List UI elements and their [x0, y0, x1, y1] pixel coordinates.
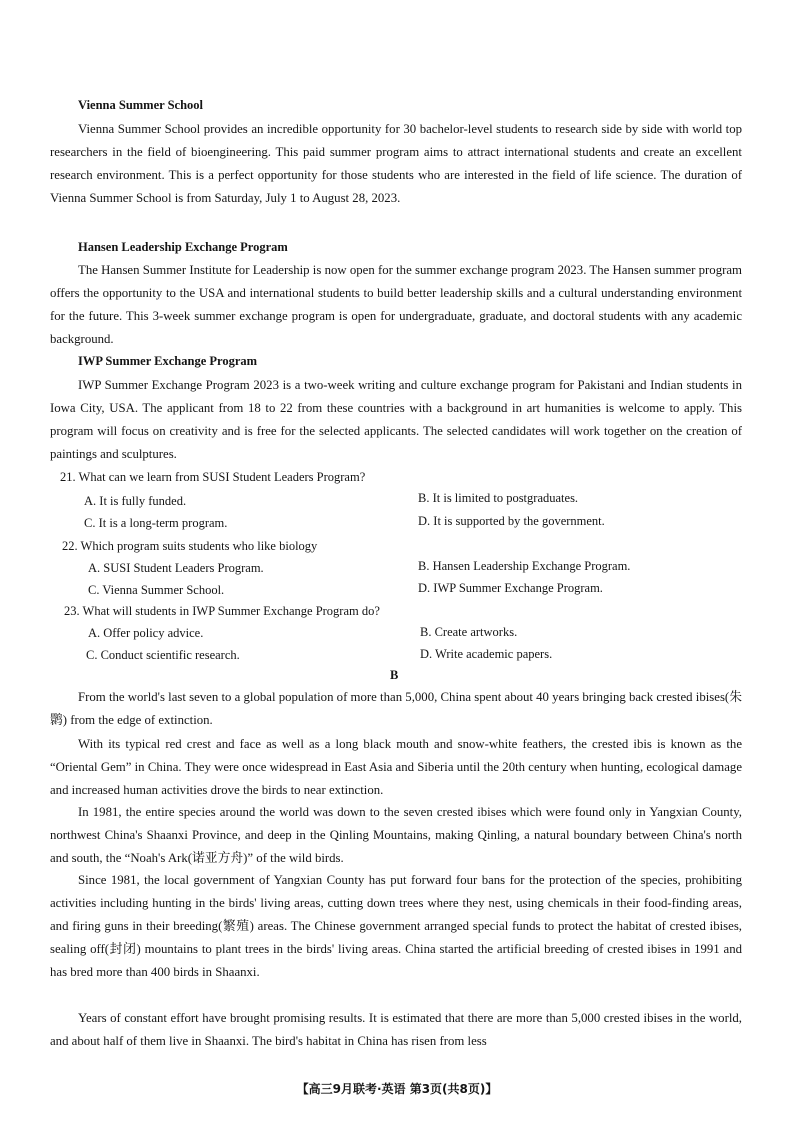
q22-option-d: D. IWP Summer Exchange Program. — [418, 581, 603, 595]
q22-option-c: C. Vienna Summer School. — [88, 583, 225, 597]
hansen-body: The Hansen Summer Institute for Leadership is now open for the summer exchange program 2023. The Hansen summer program offers the opportunity to the USA and international students to build better leadership skills and a cultural understanding environment for the future. This 3-week summer exchange program is open for undergraduate, graduate, and doctoral students with any academic background. — [50, 263, 742, 346]
q21-option-b: B. It is limited to postgraduates. — [418, 491, 579, 505]
section-b-paragraph: Years of constant effort have brought promising results. It is estimated that there are more than 5,000 crested ibises in the world, and about half of them live in Shaanxi. The bird's habitat in China has risen from less — [50, 1011, 742, 1048]
q23-option-c: C. Conduct scientific research. — [86, 648, 240, 662]
question-23: 23. What will students in IWP Summer Exchange Program do? — [64, 604, 380, 618]
section-b-paragraph: In 1981, the entire species around the world was down to the seven crested ibises which were found only in Yangxian County, northwest China's Shaanxi Province, and deep in the Qinling Mountains, making Qinling, a natural boundary between China's north and south, the “Noah's Ark(诺亚方舟)” of the wild birds. — [50, 805, 742, 865]
vienna-title: Vienna Summer School — [78, 98, 204, 112]
q23-option-b: B. Create artworks. — [420, 625, 518, 639]
section-b-paragraph: From the world's last seven to a global population of more than 5,000, China spent about 40 years bringing back crested ibises(朱鹮) from the edge of extinction. — [50, 690, 742, 727]
q21-option-a: A. It is fully funded. — [84, 494, 187, 508]
q21-option-c: C. It is a long-term program. — [84, 516, 228, 530]
question-21: 21. What can we learn from SUSI Student Leaders Program? — [60, 470, 366, 484]
iwp-title: IWP Summer Exchange Program — [78, 354, 258, 368]
question-22: 22. Which program suits students who like biology — [62, 539, 318, 553]
section-b-label: B — [390, 668, 399, 682]
q22-option-a: A. SUSI Student Leaders Program. — [88, 561, 264, 575]
hansen-title: Hansen Leadership Exchange Program — [78, 240, 288, 254]
q21-option-d: D. It is supported by the government. — [418, 514, 605, 528]
q23-option-d: D. Write academic papers. — [420, 647, 553, 661]
vienna-body: Vienna Summer School provides an incredible opportunity for 30 bachelor-level students to research side by side with world top researchers in the field of bioengineering. This paid summer program aims to attract international students and create an excellent research environment. This is a perfect opportunity for those students who are interested in the field of life science. The duration of Vienna Summer School is from Saturday, July 1 to August 28, 2023. — [50, 122, 742, 205]
q22-option-b: B. Hansen Leadership Exchange Program. — [418, 559, 631, 573]
iwp-body: IWP Summer Exchange Program 2023 is a two-week writing and culture exchange program for Pakistani and Indian students in Iowa City, USA. The applicant from 18 to 22 from these countries with a background in art humanities is welcome to apply. This program will focus on creativity and is free for the selected applicants. The selected candidates will work together on the creation of paintings and sculptures. — [50, 378, 742, 461]
page-footer: 【高三9月联考·英语 第3页(共8页)】 — [296, 1082, 498, 1096]
section-b-paragraph: Since 1981, the local government of Yangxian County has put forward four bans for the protection of the species, prohibiting activities including hunting in the birds' living areas, cutting down trees where they nest, using chemicals in their food-finding areas, and firing guns in their breeding(繁殖) areas. The Chinese government arranged special funds to protect the habitat of crested ibises, sealing off(封闭) mountains to plant trees in the birds' living areas. China started the artificial breeding of crested ibises in 1991 and has bred more than 400 birds in Shaanxi. — [50, 873, 742, 979]
section-b-paragraph: With its typical red crest and face as well as a long black mouth and snow-white feathers, the crested ibis is known as the “Oriental Gem” in China. They were once widespread in East Asia and Siberia until the 20th century when hunting, ecological damage and increased human activities drove the birds to near extinction. — [50, 737, 742, 797]
q23-option-a: A. Offer policy advice. — [88, 626, 204, 640]
